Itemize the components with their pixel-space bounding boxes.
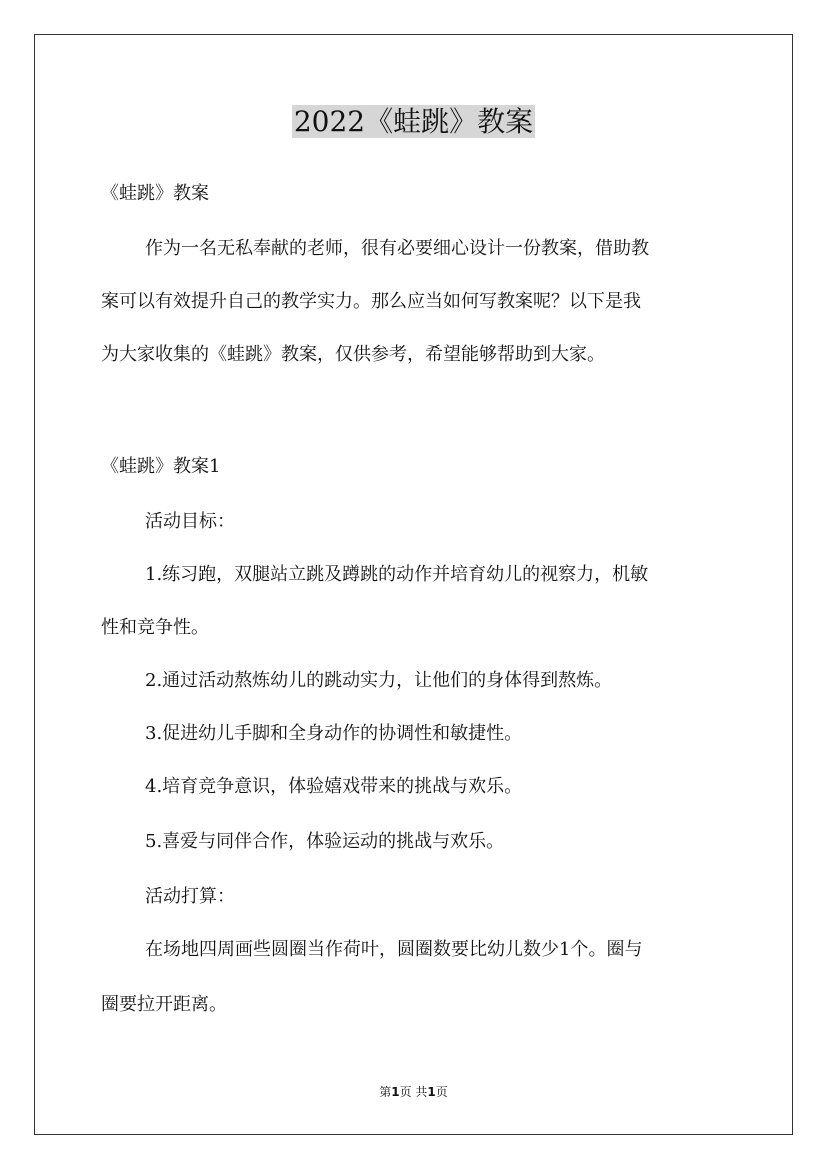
paragraph-line: 5.喜爱与同伴合作，体验运动的挑战与欢乐。 xyxy=(145,831,505,852)
paragraph-line: 活动目标： xyxy=(145,511,235,532)
paragraph-line: 圈要拉开距离。 xyxy=(101,994,227,1015)
paragraph-line: 作为一名无私奉献的老师，很有必要细心设计一份教案，借助教 xyxy=(145,238,649,259)
footer-page-total: 1 xyxy=(427,1085,436,1099)
footer-page-current: 1 xyxy=(391,1085,400,1099)
paragraph-line: 在场地四周画些圆圈当作荷叶，圆圈数要比幼儿数少1个。圈与 xyxy=(145,939,643,960)
paragraph-line: 4.培育竞争意识，体验嬉戏带来的挑战与欢乐。 xyxy=(145,776,523,797)
paragraph-line: 案可以有效提升自己的教学实力。那么应当如何写教案呢？以下是我 xyxy=(101,291,641,312)
paragraph-line: 为大家收集的《蛙跳》教案，仅供参考，希望能够帮助到大家。 xyxy=(101,344,605,365)
title-text: 2022《蛙跳》教案 xyxy=(293,105,534,138)
paragraph-line: 活动打算： xyxy=(145,886,235,907)
footer-page-prefix: 第 xyxy=(379,1085,392,1099)
paragraph-line: 性和竞争性。 xyxy=(101,617,209,638)
paragraph-line: 2.通过活动熬炼幼儿的跳动实力，让他们的身体得到熬炼。 xyxy=(145,670,613,691)
subtitle-line: 《蛙跳》教案 xyxy=(101,183,209,204)
section-heading: 《蛙跳》教案1 xyxy=(101,456,221,477)
footer-page-suffix: 页 xyxy=(435,1085,448,1099)
document-title xyxy=(0,100,827,144)
paragraph-line: 1.练习跑，双腿站立跳及蹲跳的动作并培育幼儿的视察力，机敏 xyxy=(145,564,649,585)
footer-page-mid: 页 共 xyxy=(399,1085,428,1099)
paragraph-line: 3.促进幼儿手脚和全身动作的协调性和敏捷性。 xyxy=(145,723,523,744)
page-footer xyxy=(0,1084,827,1100)
